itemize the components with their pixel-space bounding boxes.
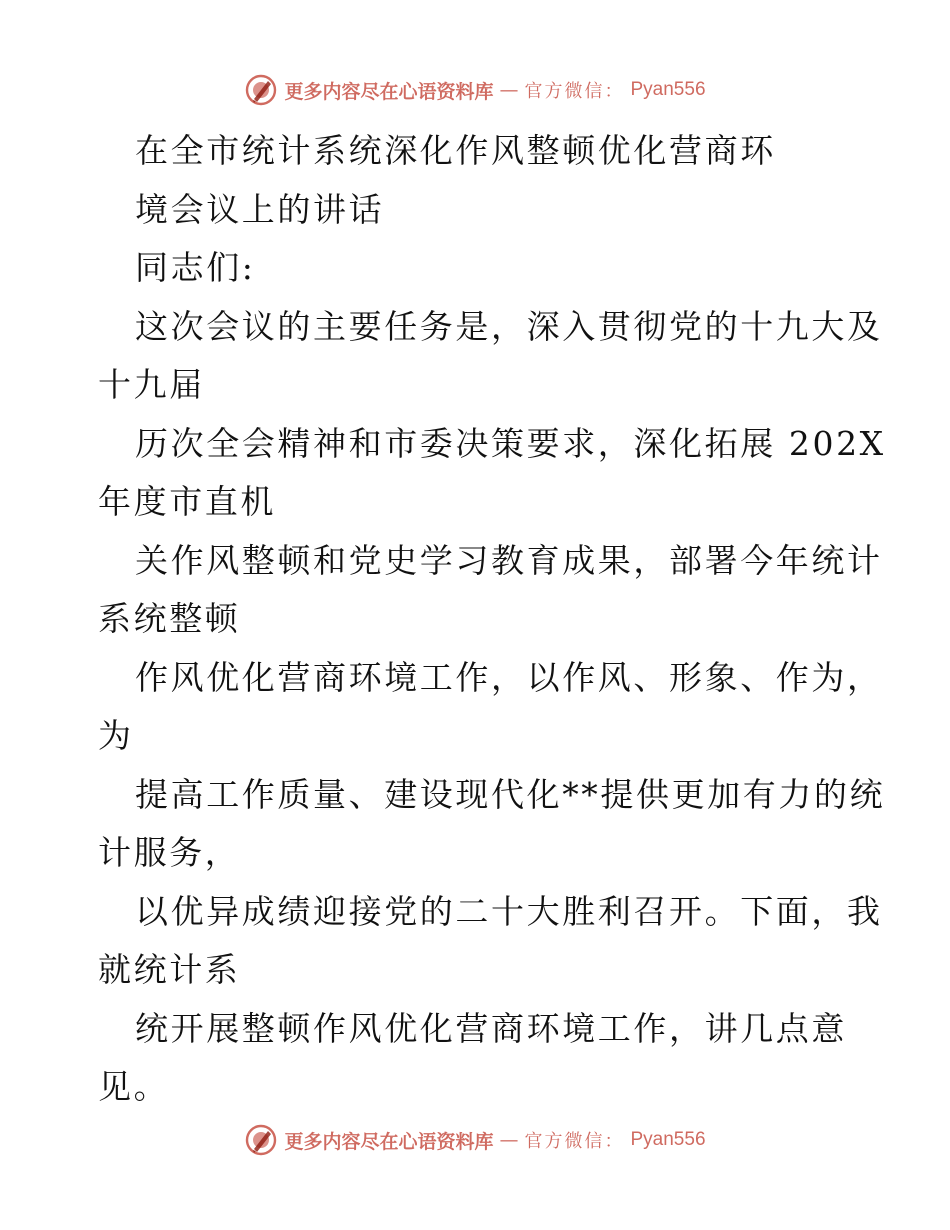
document-line: 历次全会精神和市委决策要求，深化拓展 202X (135, 423, 886, 463)
footer-watermark (0, 1120, 950, 1160)
pen-circle-logo-icon (244, 1123, 278, 1157)
document-line: 统开展整顿作风优化营商环境工作，讲几点意 (135, 1008, 847, 1048)
document-line: 作风优化营商环境工作，以作风、形象、作为， (135, 657, 883, 697)
document-line: 十九届 (98, 365, 205, 404)
document-line: 在全市统计系统深化作风整顿优化营商环 (135, 131, 776, 170)
document-line: 同志们: (135, 248, 256, 287)
pen-circle-logo-icon (244, 73, 278, 107)
document-line: 关作风整顿和党史学习教育成果，部署今年统计 (135, 540, 883, 580)
watermark-dash: — (499, 1129, 519, 1151)
document-line: 这次会议的主要任务是，深入贯彻党的十九大及 (135, 306, 883, 346)
watermark-label: 官方微信： (524, 81, 625, 102)
document-line: 系统整顿 (98, 599, 241, 638)
watermark-dash: — (499, 79, 519, 101)
watermark-label: 官方微信： (524, 1131, 625, 1152)
document-line: 以优异成绩迎接党的二十大胜利召开。下面，我 (135, 891, 883, 931)
document-line: 见。 (98, 1067, 170, 1106)
document-line: 境会议上的讲话 (135, 189, 385, 229)
watermark-text: 更多内容尽在心语资料库 (284, 1130, 494, 1153)
header-watermark (0, 70, 950, 110)
document-body (98, 122, 886, 1117)
document-line: 就统计系 (98, 950, 241, 989)
watermark-account: Pyan556 (630, 79, 706, 100)
document-line: 年度市直机 (98, 482, 276, 521)
document-line: 提高工作质量、建设现代化**提供更加有力的统 (135, 774, 886, 814)
watermark-account: Pyan556 (630, 1129, 706, 1150)
watermark-text: 更多内容尽在心语资料库 (284, 80, 494, 103)
document-line: 计服务， (98, 833, 241, 872)
document-line: 为 (98, 716, 134, 755)
